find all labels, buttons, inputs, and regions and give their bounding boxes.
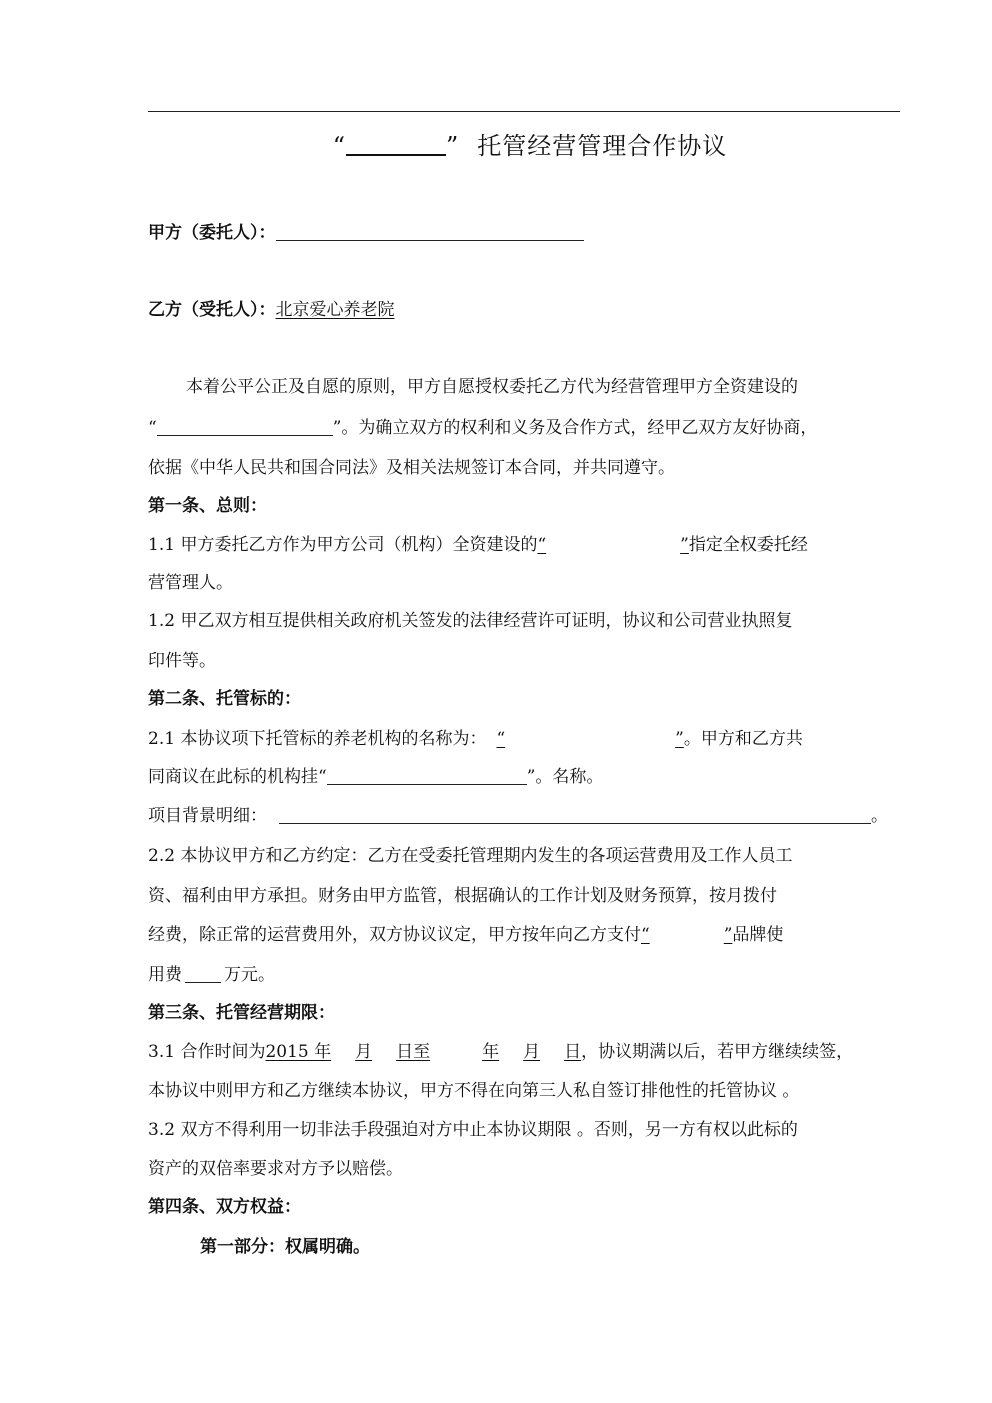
intro-line-3: 依据《中华人民共和国合同法》及相关法规签订本合同，并共同遵守。 xyxy=(148,458,675,478)
article1-1-line-1: 1.1 甲方委托乙方作为甲方公司（机构）全资建设的“ ”指定全权委托经 xyxy=(148,535,808,555)
header-rule xyxy=(148,111,900,112)
title-close-quote: ” xyxy=(446,132,460,160)
article4-heading: 第四条、双方权益： xyxy=(148,1197,301,1217)
article1-2-line-2: 印件等。 xyxy=(148,651,216,671)
title-text: 托管经营管理合作协议 xyxy=(477,132,728,160)
intro-facility-blank xyxy=(157,417,333,436)
article2-2-line-4: 用费 万元。 xyxy=(148,965,275,985)
article3-1-line-1: 3.1 合作时间为2015 年 月 日至 年 月 日，协议期满以后，若甲方继续续签， xyxy=(148,1042,854,1062)
intro-line-2: “ ”。为确立双方的权利和义务及合作方式，经甲乙双方友好协商， xyxy=(148,418,818,438)
article3-1-line-2: 本协议中则甲方和乙方继续本协议，甲方不得在向第三人私自签订排他性的托管协议 。 xyxy=(148,1081,800,1101)
article1-1-line-2: 营管理人。 xyxy=(148,573,233,593)
party-a-label: 甲方（委托人）： xyxy=(148,223,276,243)
party-b-name: 北京爱心养老院 xyxy=(275,300,395,320)
article1-heading: 第一条、总则： xyxy=(148,496,267,516)
intro-line-1: 本着公平公正及自愿的原则，甲方自愿授权委托乙方代为经营管理甲方全资建设的 xyxy=(186,377,798,397)
title-open-quote: “ xyxy=(332,132,346,160)
party-b-label: 乙方（受托人）： xyxy=(148,300,276,320)
article3-2-line-2: 资产的双倍率要求对方予以赔偿。 xyxy=(148,1159,403,1179)
background-line: 项目背景明细： 。 xyxy=(148,806,888,826)
article1-2-line-1: 1.2 甲乙双方相互提供相关政府机关签发的法律经营许可证明，协议和公司营业执照复 xyxy=(148,611,793,631)
background-blank xyxy=(279,805,871,824)
party-b-line xyxy=(148,297,395,323)
article2-2-line-2: 资、福利由甲方承担。财务由甲方监管，根据确认的工作计划及财务预算，按月拨付 xyxy=(148,886,777,906)
article2-2-line-1: 2.2 本协议甲方和乙方约定：乙方在受委托管理期内发生的各项运营费用及工作人员工 xyxy=(148,846,793,866)
document-title xyxy=(0,128,992,164)
article2-heading: 第二条、托管标的： xyxy=(148,689,301,709)
party-a-blank xyxy=(276,222,584,241)
article2-2-line-3: 经费，除正常的运营费用外，双方协议议定，甲方按年向乙方支付“ ”品牌使 xyxy=(148,925,784,945)
article3-2-line-1: 3.2 双方不得利用一切非法手段强迫对方中止本协议期限 。否则，另一方有权以此标的 xyxy=(148,1120,798,1140)
brand-fee-blank xyxy=(185,964,221,983)
title-name-blank xyxy=(346,128,446,156)
article2-1-line-1: 2.1 本协议项下托管标的养老机构的名称为： “ ”。甲方和乙方共 xyxy=(148,729,803,749)
article4-part1: 第一部分：权属明确。 xyxy=(200,1237,370,1257)
article2-1-line-2: 同商议在此标的机构挂“ ”。名称。 xyxy=(148,767,604,787)
article3-heading: 第三条、托管经营期限： xyxy=(148,1003,335,1023)
article2-name-blank xyxy=(327,766,527,785)
party-a-line xyxy=(148,220,584,246)
